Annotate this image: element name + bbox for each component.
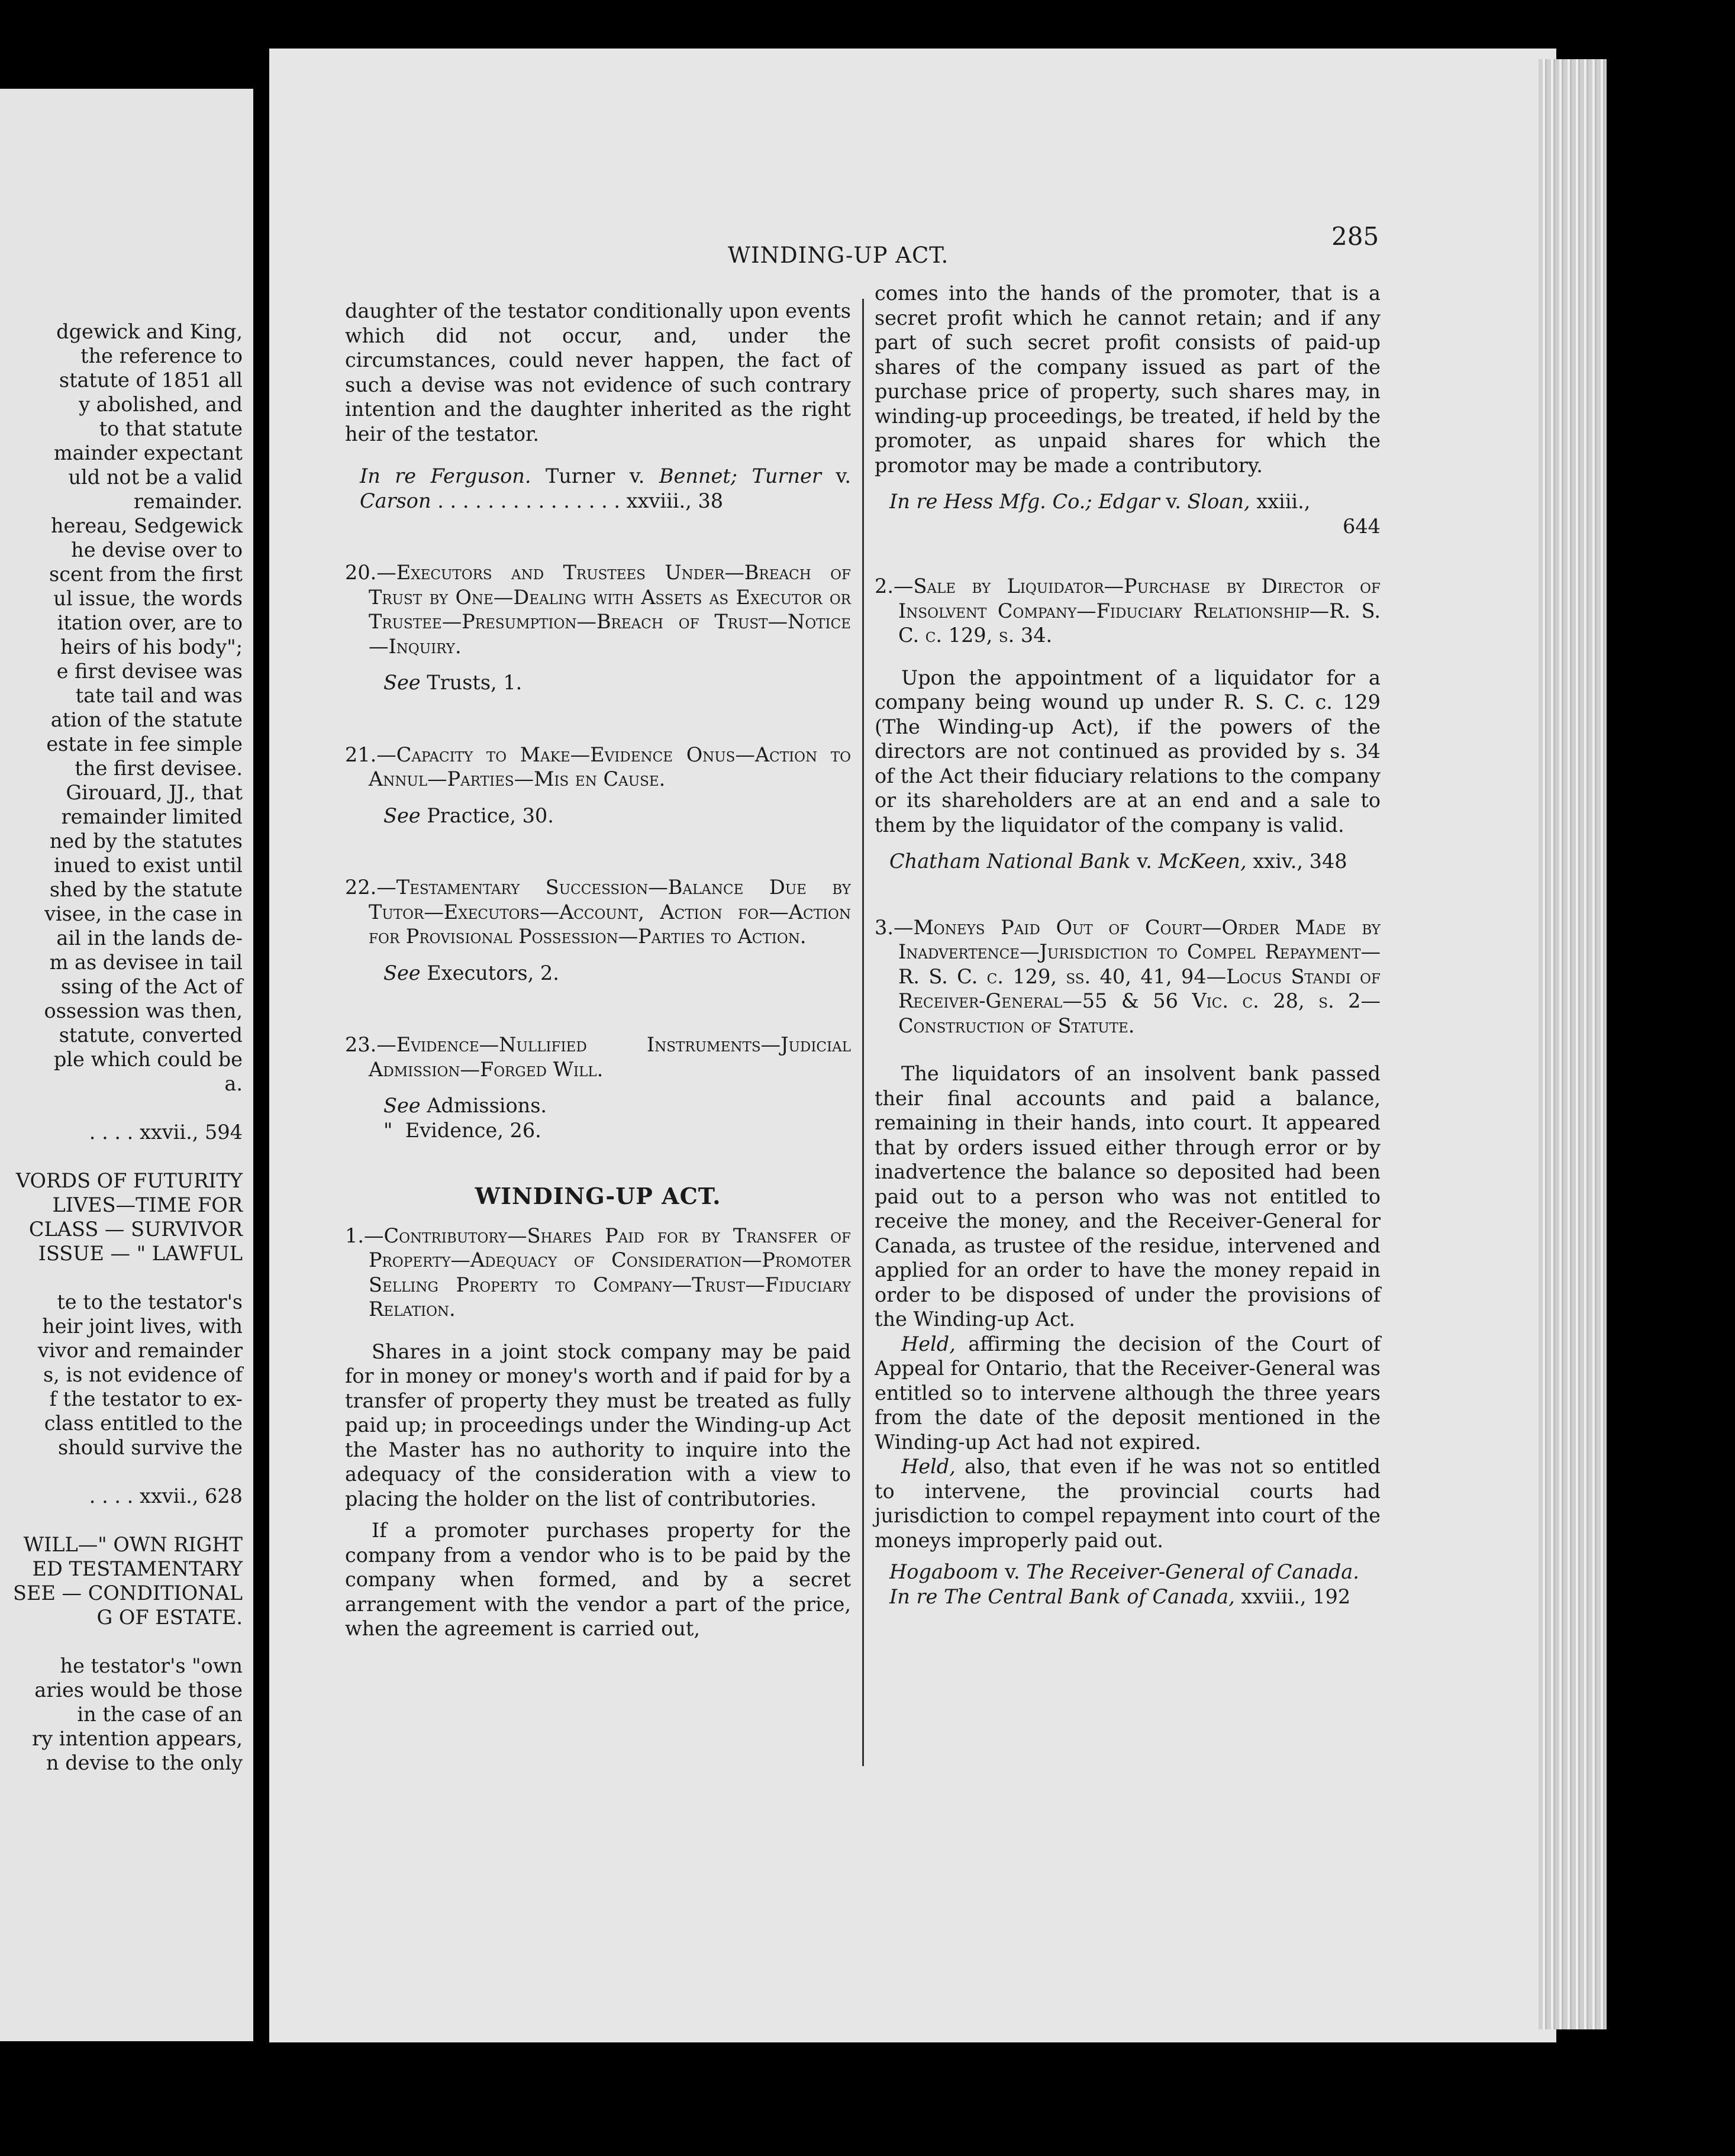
facing-page-line: f the testator to ex- (49, 1387, 243, 1411)
paragraph: Shares in a joint stock company may be paid for in money or money's worth and if paid for by a transfer of property they must be treated as fully paid up; in proceedings under the Winding-up Act the Master has no authority to inquire into the adequacy of the consideration with a view to placing the holder on the list of contributories. (345, 1340, 851, 1511)
section-heading: WINDING-UP ACT. (475, 1183, 721, 1209)
facing-page-gap (0, 1266, 243, 1290)
facing-page-line: itation over, are to (57, 611, 243, 634)
paragraph: Held, affirming the decision of the Court of Appeal for Ontario, that the Receiver-General was entitled so to intervene although the three years from the date of the deposit mentioned in the Winding-up Act had not expired. (875, 1332, 1381, 1454)
see-reference: See Admissions. (383, 1094, 547, 1117)
page-edge-stack (1539, 59, 1607, 2029)
facing-page-fragment (0, 89, 253, 2041)
facing-page-line: SEE — CONDITIONAL (13, 1582, 243, 1605)
citation: In re Ferguson. Turner v. Bennet; Turner v. Carson . . . . . . . . . . . . . . . xxviii., 38 (360, 464, 851, 512)
facing-page-gap (0, 1629, 243, 1654)
facing-page-line: WILL—" OWN RIGHT (23, 1533, 243, 1556)
facing-page-line: statute, converted (59, 1024, 243, 1047)
facing-page-line: ail in the lands de- (56, 927, 243, 950)
paragraph: Held, also, that even if he was not so entitled to intervene, the provincial courts had jurisdiction to compel repayment into court of the moneys improperly paid out. (875, 1455, 1381, 1552)
facing-page-line: . . . . xxvii., 628 (89, 1484, 243, 1508)
facing-page-line: he testator's "own (60, 1654, 243, 1677)
facing-page-line: ul issue, the words (53, 587, 243, 610)
facing-page-line: aries would be those (34, 1679, 243, 1702)
facing-page-line: CLASS — SURVIVOR (28, 1218, 243, 1241)
entry-heading-20: 20.—Executors and Trustees Under—Breach of Trust by One—Dealing with Assets as Executor or Trustee—Presumption—Breach of Trust—Notice—Inquiry. (345, 561, 851, 658)
facing-page-line: estate in fee simple (46, 732, 243, 756)
facing-page-line: y abolished, and (79, 393, 243, 416)
facing-page-line: should survive the (57, 1436, 243, 1459)
entry-heading-2: 2.—Sale by Liquidator—Purchase by Director of Insolvent Company—Fiduciary Relationship—R. S. C. c. 129, s. 34. (875, 574, 1381, 647)
facing-page-gap (0, 1460, 243, 1484)
facing-page-line: to that statute (99, 417, 243, 440)
facing-page-line: ation of the statute (50, 708, 243, 731)
see-reference: See Executors, 2. (383, 961, 559, 985)
paragraph: Upon the appointment of a liquidator for a company being wound up under R. S. C. c. 129 (The Winding-up Act), if the powers of the directors are not continued as provided by s. 34 of the Act their fiduciary relations to the company or its shareholders are at an end and a sale to them by the liquidator of the company is valid. (875, 666, 1381, 837)
facing-page-line: ISSUE — " LAWFUL (38, 1242, 243, 1265)
citation: In re The Central Bank of Canada, xxviii., 192 (889, 1584, 1351, 1608)
facing-page-line: vivor and remainder (37, 1339, 243, 1362)
facing-page-gap (0, 1508, 243, 1532)
facing-page-line: ple which could be (53, 1048, 243, 1071)
entry-heading-1: 1.—Contributory—Shares Paid for by Transfer of Property—Adequacy of Consideration—Promoter Selling Property to Company—Trust—Fiduciary Relation. (345, 1224, 851, 1321)
paragraph: The liquidators of an insolvent bank passed their final accounts and paid a balance, remaining in their hands, into court. It appeared that by orders issued either through error or by inadvertence the balance so deposited had been paid out to a person who was not entitled to receive the money, and the Receiver-General for Canada, as trustee of the residue, intervened and applied for an order to have the money repaid in order to be disposed of under the provisions of the Winding-up Act. (875, 1062, 1381, 1331)
entry-heading-3: 3.—Moneys Paid Out of Court—Order Made by Inadvertence—Jurisdiction to Compel Repayment—R. S. C. c. 129, ss. 40, 41, 94—Locus Standi of Receiver-General—55 & 56 Vic. c. 28, s. 2—Construction of Statute. (875, 915, 1381, 1037)
facing-page-line: inued to exist until (54, 854, 243, 877)
facing-page-line: uld not be a valid (68, 466, 243, 489)
facing-page-line: n devise to the only (46, 1751, 243, 1774)
facing-page-line: m as devisee in tail (49, 951, 243, 974)
facing-page-gap (0, 1096, 243, 1120)
paragraph: comes into the hands of the promoter, that is a secret profit which he cannot retain; and if any part of such secret profit consists of paid-up shares of the company issued as part of the purchase price of property, such shares may, in winding-up proceedings, be treated, if held by the promoter, as unpaid shares for which the promotor may be made a contributory. (875, 282, 1381, 477)
column-rule (862, 299, 864, 1766)
facing-page-line: e first devisee was (56, 660, 243, 683)
facing-page-line: tate tail and was (75, 684, 243, 707)
facing-page-line: mainder expectant (53, 441, 243, 464)
facing-page-line: VORDS OF FUTURITY (15, 1169, 243, 1192)
entry-heading-21: 21.—Capacity to Make—Evidence Onus—Action to Annul—Parties—Mis en Cause. (345, 743, 851, 790)
facing-page-line: the reference to (80, 344, 243, 367)
see-reference: " Evidence, 26. (383, 1118, 541, 1142)
facing-page-text (0, 319, 243, 1775)
right-column (875, 281, 1381, 1609)
facing-page-line: ssing of the Act of (60, 975, 243, 998)
facing-page-line: the first devisee. (75, 757, 243, 780)
facing-page-line: G OF ESTATE. (96, 1606, 243, 1629)
facing-page-line: LIVES—TIME FOR (52, 1193, 243, 1216)
paragraph: If a promoter purchases property for the company from a vendor who is to be paid by the company when formed, and by a secret arrangement with the vendor a part of the price, when the agreement is carried out, (345, 1519, 851, 1640)
facing-page-gap (0, 1144, 243, 1169)
facing-page-line: a. (224, 1072, 243, 1095)
facing-page-line: ossession was then, (44, 999, 243, 1022)
facing-page-line: ned by the statutes (49, 830, 243, 853)
facing-page-line: class entitled to the (44, 1412, 243, 1435)
page-number: 285 (1331, 222, 1379, 251)
facing-page-line: he devise over to (71, 538, 243, 561)
citation: Hogaboom v. The Receiver-General of Canada. (889, 1560, 1359, 1583)
entry-heading-23: 23.—Evidence—Nullified Instruments—Judicial Admission—Forged Will. (345, 1033, 851, 1081)
entry-heading-22: 22.—Testamentary Succession—Balance Due by Tutor—Executors—Account, Action for—Action for Provisional Possession—Parties to Action. (345, 876, 851, 948)
facing-page-line: scent from the first (49, 563, 243, 586)
citation-page: 644 (1343, 514, 1381, 538)
facing-page-line: s, is not evidence of (43, 1363, 243, 1386)
facing-page-line: remainder limited (61, 805, 243, 828)
facing-page-line: te to the testator's (57, 1290, 243, 1313)
facing-page-line: heirs of his body"; (60, 635, 243, 659)
facing-page-line: heir joint lives, with (42, 1315, 243, 1338)
facing-page-line: hereau, Sedgewick (50, 514, 243, 537)
intro-paragraph: daughter of the testator conditionally upon events which did not occur, and, under the circumstances, could never happen, the fact of such a devise was not evidence of such contrary intention and the daughter inherited as the right heir of the testator. (345, 299, 851, 446)
facing-page-line: Girouard, JJ., that (66, 781, 243, 804)
citation: In re Hess Mfg. Co.; Edgar v. Sloan, xxiii., (889, 490, 1311, 513)
citation: Chatham National Bank v. McKeen, xxiv., 348 (889, 850, 1347, 873)
running-head: WINDING-UP ACT. (728, 243, 949, 268)
facing-page-line: in the case of an (77, 1703, 243, 1726)
facing-page-line: dgewick and King, (56, 320, 243, 343)
facing-page-line: statute of 1851 all (59, 369, 243, 392)
facing-page-line: visee, in the case in (44, 902, 243, 925)
see-reference: See Trusts, 1. (383, 671, 523, 694)
facing-page-line: ry intention appears, (32, 1727, 243, 1750)
facing-page-line: . . . . xxvii., 594 (89, 1121, 243, 1144)
facing-page-line: shed by the statute (49, 878, 243, 901)
left-column (345, 299, 851, 1641)
facing-page-line: ED TESTAMENTARY (32, 1557, 243, 1580)
see-reference: See Practice, 30. (383, 803, 554, 827)
facing-page-line: remainder. (133, 490, 243, 513)
